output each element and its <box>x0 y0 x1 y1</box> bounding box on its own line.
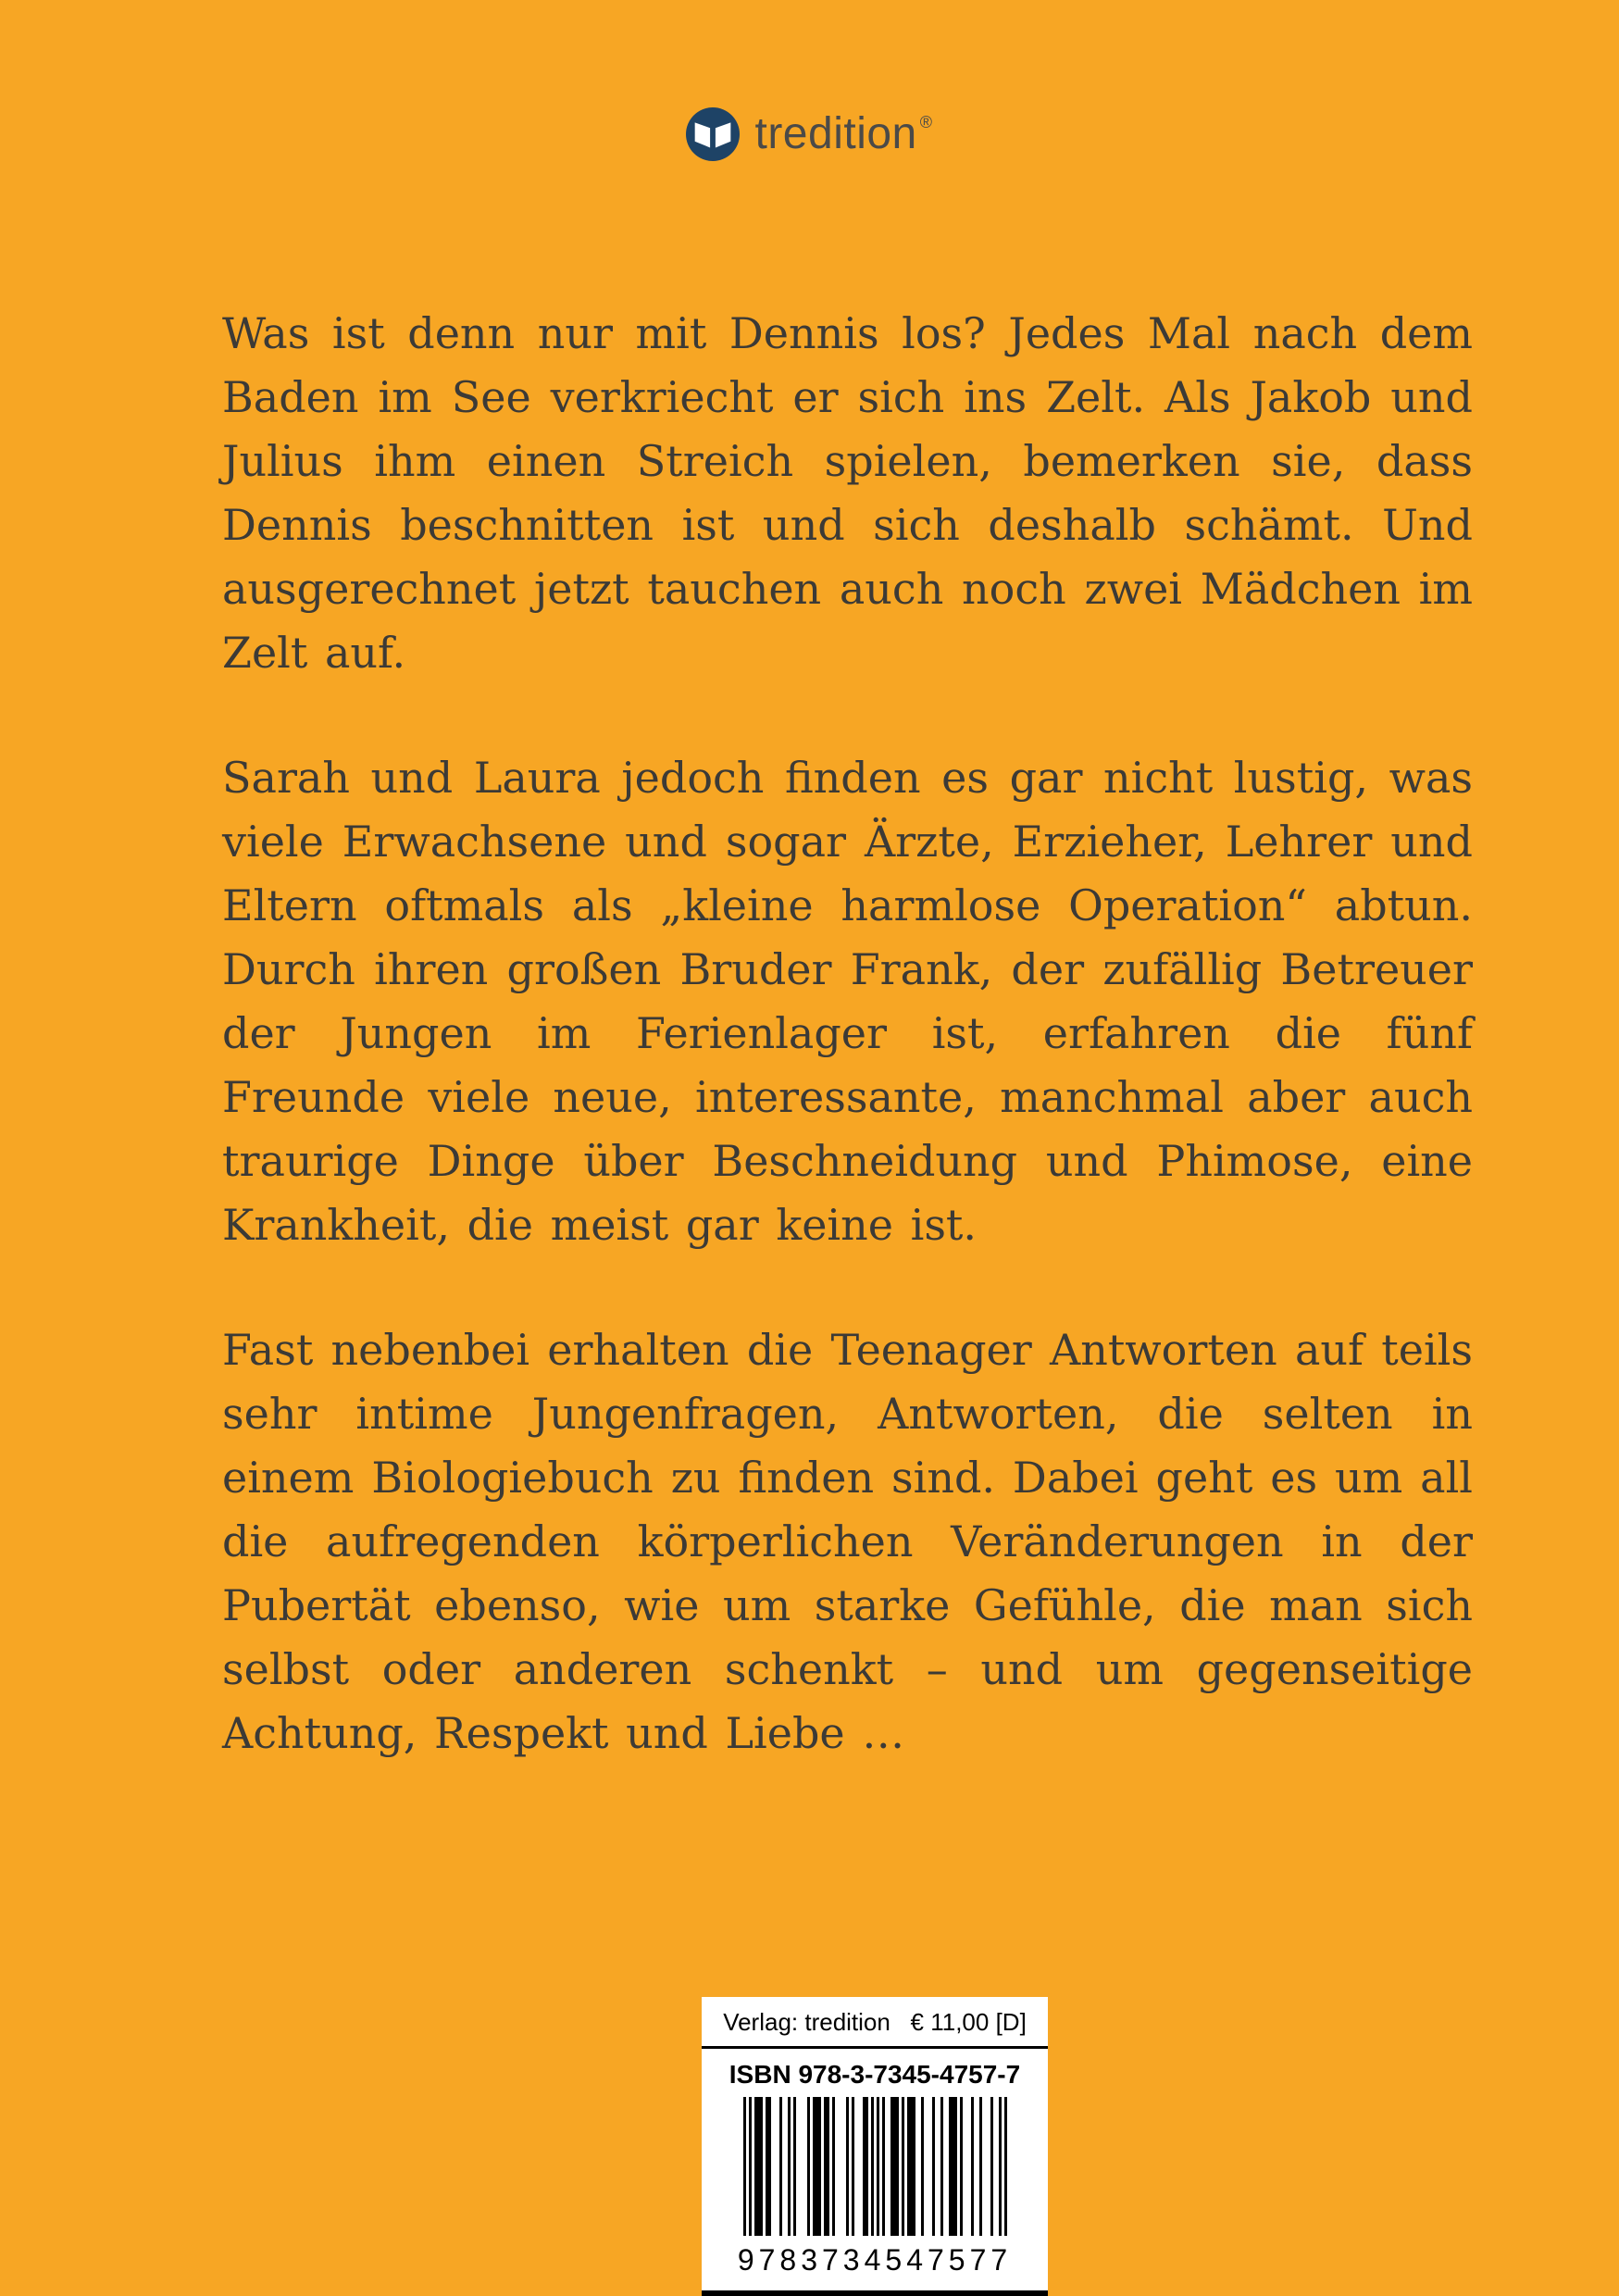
back-cover-blurb <box>222 302 1473 1766</box>
registered-trademark-symbol: ® <box>919 113 933 131</box>
publisher-wordmark <box>754 109 933 158</box>
tredition-logo-glyph <box>686 107 740 161</box>
barcode-box <box>702 1997 1048 2296</box>
isbn-section <box>702 2046 1048 2296</box>
publisher-logo <box>0 107 1619 161</box>
tredition-logo-icon <box>686 107 740 161</box>
blurb-paragraph-1: Was ist denn nur mit Dennis los? Jedes Mal nach dem Baden im See verkriecht er sich ins Zelt. Als Jakob und Julius ihm einen Streich spielen, bemerken sie, dass Dennis beschnitten ist und sich deshalb schämt. Und ausgerechnet jetzt tauchen auch noch zwei Mädchen im Zelt auf. <box>222 308 1473 678</box>
isbn-label: ISBN 978-3-7345-4757-7 <box>729 2060 1021 2089</box>
blurb-paragraph-3: Fast nebenbei erhalten die Teenager Antworten auf teils sehr intime Jungenfragen, Antworten, die selten in einem Biologiebuch zu finden sind. Dabei geht es um all die aufregenden körperlichen Veränderungen in der Pubertät ebenso, wie um starke Gefühle, die man sich selbst oder anderen schenkt – und um gegenseitige Achtung, Respekt und Liebe … <box>222 1325 1473 1758</box>
ean-barcode <box>743 2097 1007 2236</box>
publisher-name: tredition <box>754 109 917 158</box>
blurb-paragraph-2: Sarah und Laura jedoch finden es gar nicht lustig, was viele Erwachsene und sogar Ärzte, Erzieher, Lehrer und Eltern oftmals als „kleine harmlose Operation“ abtun. Durch ihren großen Bruder Frank, der zufällig Betreuer der Jungen im Ferienlager ist, erfahren die fünf Freunde viele neue, interessante, manchmal aber auch traurige Dinge über Beschneidung und Phimose, eine Krankheit, die meist gar keine ist. <box>222 753 1473 1250</box>
publisher-price-line: Verlag: tredition € 11,00 [D] <box>723 2008 1027 2036</box>
ean-digits: 9783734547577 <box>737 2243 1013 2277</box>
